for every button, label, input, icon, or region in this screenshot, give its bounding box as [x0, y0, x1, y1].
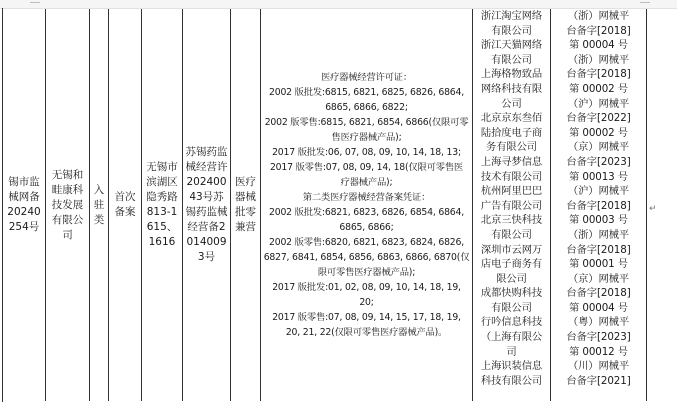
platform-name-line: 有限公司: [491, 228, 532, 241]
cell-filing-type: [109, 9, 142, 401]
platform-cert-line: 第 00012 号: [569, 345, 628, 358]
permit-scope-line: 2002 版零售:6820, 6821, 6823, 6824, 6826,: [269, 237, 464, 248]
business-mode-text: 医疗器械批零兼营: [235, 176, 256, 233]
platform-name-line: 北京京东叁佰: [480, 112, 543, 125]
platform-name-line: 公司: [501, 97, 522, 110]
status-text: 入驻类: [93, 183, 105, 226]
permit-scope-line: 6827, 6841, 6854, 6856, 6863, 6866, 6870(仅: [263, 252, 470, 263]
platform-cert-line: （浙）网械平: [567, 228, 630, 241]
platform-name-line: 科技有限公司: [480, 374, 543, 387]
permit-scope-line: 20;: [359, 297, 374, 308]
cell-license-info: [183, 9, 231, 401]
platform-name-line: 有限公司: [491, 301, 532, 314]
permit-scope-line: 第二类医疗器械经营备案凭证：: [302, 192, 431, 203]
cell-platform-names: [473, 9, 551, 401]
permit-scope-line: 售医疗器械产品);: [331, 132, 402, 143]
platform-cert-line: （沪）网械平: [567, 185, 630, 198]
platform-name-line: 网络科技有限: [480, 82, 543, 95]
platform-cert-line: 台备字[2022]: [566, 112, 631, 125]
platform-cert-line: 第 00001 号: [569, 258, 628, 271]
platform-cert-line: 台备字[2021]: [566, 374, 631, 387]
platform-cert-line: 第 00013 号: [569, 170, 628, 183]
platform-name-line: （上海有限公: [480, 331, 543, 344]
platform-name-line: 陆拾度电子商: [480, 126, 543, 139]
platform-name-line: 技术有限公司: [480, 170, 543, 183]
platform-name-line: 广告有限公司: [480, 199, 543, 212]
platform-cert-line: 第 00004 号: [569, 39, 628, 52]
platform-name-line: 浙江天猫网络: [480, 39, 543, 52]
platform-name-line: 上海格物致品: [480, 68, 543, 81]
platform-name-line: 浙江淘宝网络: [480, 10, 543, 22]
cell-registration-no: [3, 9, 46, 401]
permit-scope-line: 2002 版零售:6815, 6821, 6854, 6866(仅限可零: [264, 117, 469, 128]
platform-name-line: 有限公司: [491, 24, 532, 37]
cell-permit-scope: [261, 9, 473, 401]
platform-cert-line: 第 00003 号: [569, 214, 628, 227]
platform-name-line: 店电子商务有: [480, 258, 543, 271]
platform-name-line: 北京三快科技: [480, 214, 543, 227]
company-name-text: 无锡和畦康科技发展有限公司: [51, 168, 84, 241]
permit-scope-line: 2017 版零售:07, 08, 09, 14, 15, 17, 18, 19,: [272, 312, 461, 323]
permit-scope-line: 2002 版批发:6821, 6823, 6826, 6854, 6864,: [269, 207, 464, 218]
permit-scope-line: 2017 版批发:01, 02, 08, 09, 10, 14, 18, 19,: [272, 282, 461, 293]
platform-name-line: 务有限公司: [486, 141, 537, 154]
cell-business-mode: [231, 9, 261, 401]
platform-cert-line: 台备字[2018]: [566, 243, 631, 256]
filing-type-text: 首次备案: [114, 191, 136, 218]
platform-cert-line: 第 00004 号: [569, 301, 628, 314]
cell-address: [142, 9, 183, 401]
platform-name-line: 限公司: [496, 272, 527, 285]
platform-cert-line: 台备字[2018]: [566, 287, 631, 300]
registration-no-text: 锡市监械网备20240254号: [7, 176, 41, 233]
platform-cert-line: （浙）网械平: [567, 53, 630, 66]
margin-corner-mark: [30, 2, 40, 3]
platform-name-line: 司: [506, 345, 517, 358]
permit-scope-line: 限可零售医疗器械产品);: [317, 267, 416, 278]
platform-name-line: 深圳市云网万: [480, 243, 543, 256]
platform-name-line: 有限公司: [491, 53, 532, 66]
margin-corner-mark: [640, 2, 650, 3]
license-info-text: 苏锡药监械经营许20240043号苏锡药监械经营备20140093号: [185, 146, 228, 263]
permit-scope-line: 疗器械产品);: [340, 177, 393, 188]
platform-cert-line: （浙）网械平: [567, 10, 630, 22]
cell-status: [90, 9, 109, 401]
platform-cert-line: 台备字[2023]: [566, 155, 631, 168]
platform-cert-line: （粤）网械平: [567, 316, 630, 329]
cell-platform-certificates: [551, 9, 647, 401]
platform-name-line: 上海寻梦信息: [480, 155, 543, 168]
row-end-mark: ↵: [649, 204, 657, 214]
permit-scope-line: 2002 版批发:6815, 6821, 6825, 6826, 6864,: [269, 87, 464, 98]
permit-scope-line: 6865, 6866, 6822;: [325, 102, 408, 113]
address-text: 无锡市滨湖区隐秀路813-1615、1616: [146, 161, 178, 248]
permit-scope-line: 2017 版批发:06, 07, 08, 09, 10, 14, 18, 13;: [272, 147, 461, 158]
platform-cert-line: 台备字[2018]: [566, 24, 631, 37]
page-top-margin: [0, 0, 677, 9]
platform-cert-line: （京）网械平: [567, 141, 630, 154]
platform-name-line: 上海识装信息: [480, 360, 543, 373]
platform-name-line: 行吟信息科技: [480, 316, 543, 329]
platform-name-line: 成都快购科技: [480, 287, 543, 300]
platform-cert-line: 台备字[2018]: [566, 68, 631, 81]
platform-cert-line: （京）网械平: [567, 272, 630, 285]
platform-cert-line: （川）网械平: [567, 360, 630, 373]
platform-cert-line: （沪）网械平: [567, 97, 630, 110]
filing-table: [2, 8, 631, 402]
platform-cert-line: 台备字[2023]: [566, 331, 631, 344]
platform-cert-line: 第 00002 号: [569, 126, 628, 139]
permit-scope-line: 20, 21, 22(仅限可零售医疗器械产品)。: [285, 327, 448, 338]
permit-scope-line: 医疗器械经营许可证：: [321, 72, 412, 83]
permit-scope-line: 2017 版零售:07, 08, 09, 14, 18(仅限可零售医: [269, 162, 464, 173]
platform-name-line: 杭州阿里巴巴: [480, 185, 543, 198]
platform-cert-line: 第 00002 号: [569, 82, 628, 95]
platform-cert-line: 台备字[2018]: [566, 199, 631, 212]
cell-company-name: [46, 9, 90, 401]
permit-scope-line: 6865, 6866;: [339, 222, 394, 233]
